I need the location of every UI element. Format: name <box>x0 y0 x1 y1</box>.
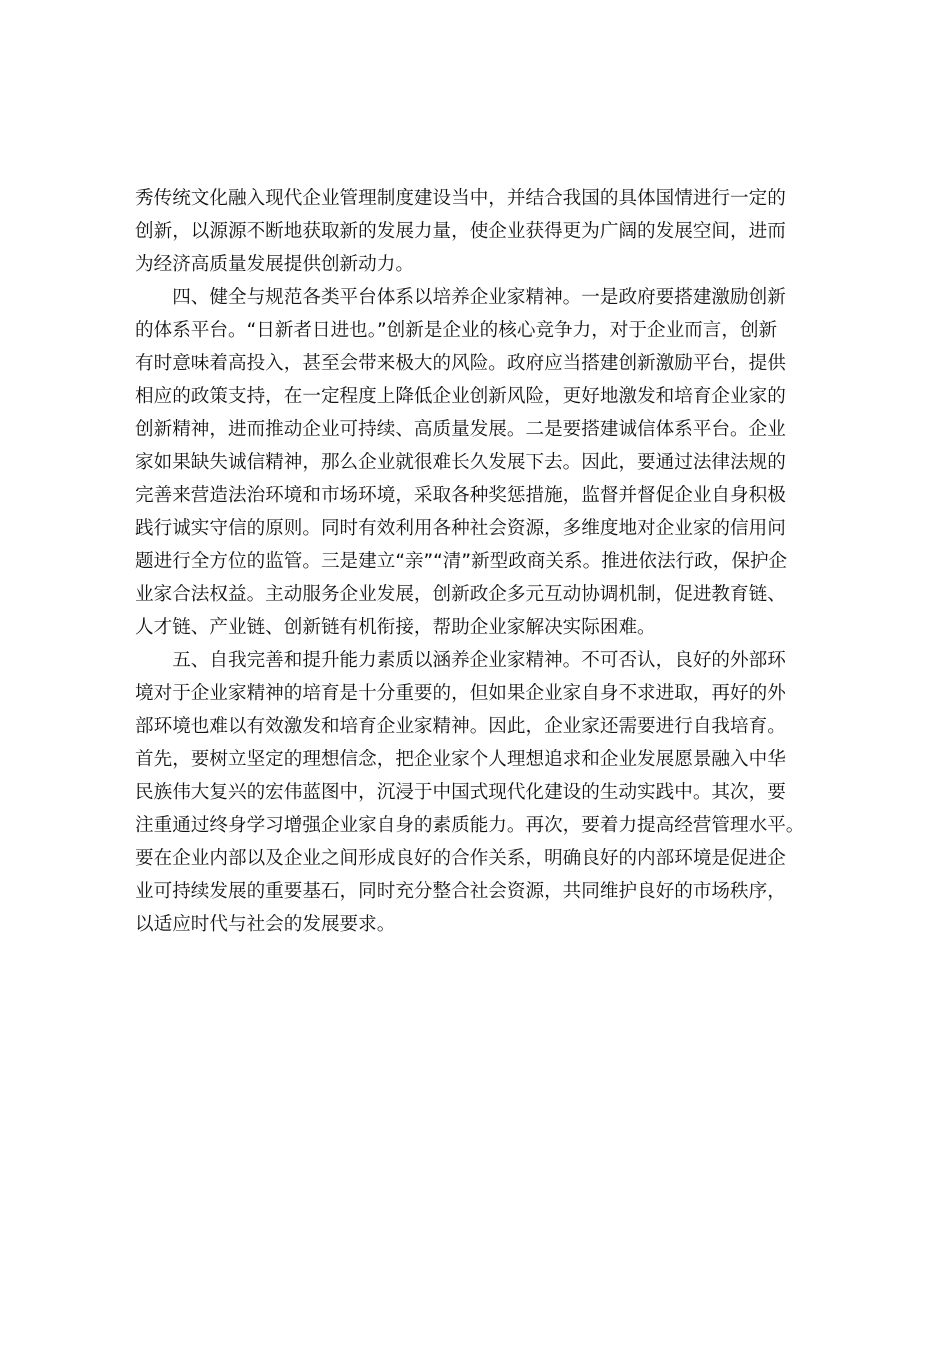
text-line: 的体系平台。“日新者日进也。”创新是企业的核心竞争力，对于企业而言，创新 <box>135 320 778 341</box>
text-line: 创新精神，进而推动企业可持续、高质量发展。二是要搭建诚信体系平台。企业 <box>135 419 786 440</box>
text-line: 要在企业内部以及企业之间形成良好的合作关系，明确良好的内部环境是促进企 <box>135 848 786 869</box>
body-text <box>135 182 825 941</box>
text-line: 四、健全与规范各类平台体系以培养企业家精神。一是政府要搭建激励创新 <box>135 287 786 308</box>
text-line: 秀传统文化融入现代企业管理制度建设当中，并结合我国的具体国情进行一定的 <box>135 188 786 209</box>
text-line: 践行诚实守信的原则。同时有效利用各种社会资源，多维度地对企业家的信用问 <box>135 518 786 539</box>
text-line: 境对于企业家精神的培育是十分重要的，但如果企业家自身不求进取，再好的外 <box>135 683 786 704</box>
text-line: 有时意味着高投入，甚至会带来极大的风险。政府应当搭建创新激励平台，提供 <box>135 353 786 374</box>
text-line: 为经济高质量发展提供创新动力。 <box>135 254 414 275</box>
text-line: 完善来营造法治环境和市场环境，采取各种奖惩措施，监督并督促企业自身积极 <box>135 485 786 506</box>
text-line: 注重通过终身学习增强企业家自身的素质能力。再次，要着力提高经营管理水平。 <box>135 815 805 836</box>
text-line: 题进行全方位的监管。三是建立“亲”“清”新型政商关系。推进依法行政，保护企 <box>135 551 788 572</box>
text-line: 部环境也难以有效激发和培育企业家精神。因此，企业家还需要进行自我培育。 <box>135 716 786 737</box>
text-line: 业可持续发展的重要基石，同时充分整合社会资源，共同维护良好的市场秩序， <box>135 881 786 902</box>
text-line: 以适应时代与社会的发展要求。 <box>135 914 396 935</box>
text-line: 创新，以源源不断地获取新的发展力量，使企业获得更为广阔的发展空间，进而 <box>135 221 786 242</box>
text-line: 首先，要树立坚定的理想信念，把企业家个人理想追求和企业发展愿景融入中华 <box>135 749 786 770</box>
text-line: 业家合法权益。主动服务企业发展，创新政企多元互动协调机制，促进教育链、 <box>135 584 786 605</box>
text-line: 人才链、产业链、创新链有机衔接，帮助企业家解决实际困难。 <box>135 617 656 638</box>
text-line: 民族伟大复兴的宏伟蓝图中，沉浸于中国式现代化建设的生动实践中。其次，要 <box>135 782 786 803</box>
text-line: 家如果缺失诚信精神，那么企业就很难长久发展下去。因此，要通过法律法规的 <box>135 452 786 473</box>
text-line: 五、自我完善和提升能力素质以涵养企业家精神。不可否认，良好的外部环 <box>135 650 786 671</box>
text-line: 相应的政策支持，在一定程度上降低企业创新风险，更好地激发和培育企业家的 <box>135 386 786 407</box>
